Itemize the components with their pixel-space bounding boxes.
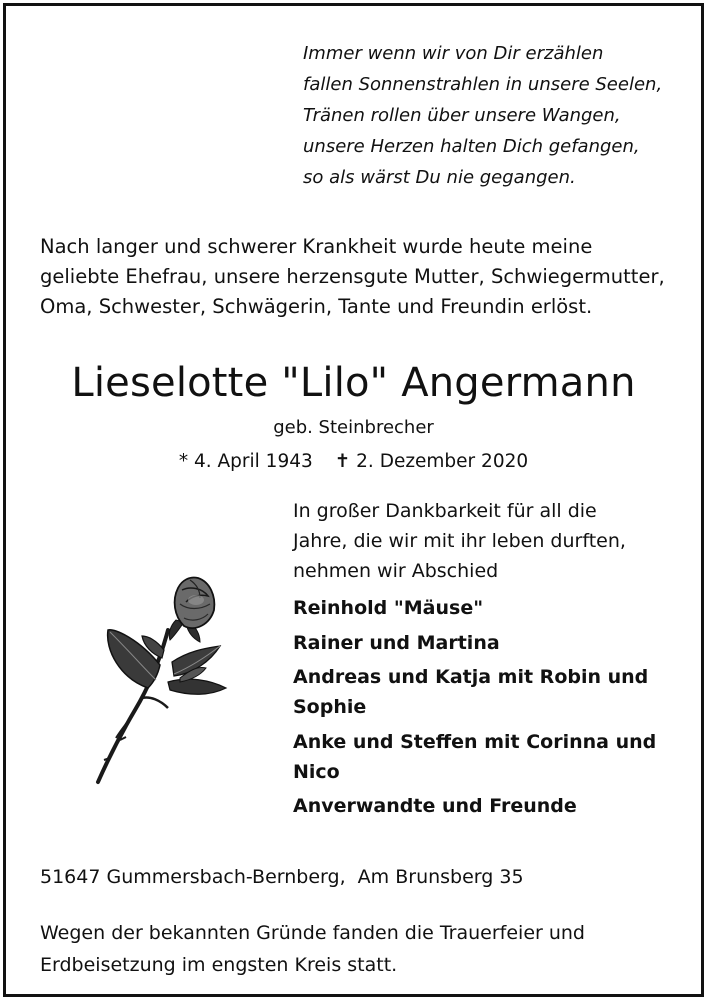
poem-line: Immer wenn wir von Dir erzählen [303,43,604,64]
rose-icon [50,570,290,795]
mourner-line: Reinhold "Mäuse" [293,597,484,619]
thanks-text [293,496,626,586]
mourner-line: Sophie [293,696,367,718]
mourner-entry [293,593,656,623]
thanks-line: Jahre, die wir mit ihr leben durften, [293,530,626,552]
mourner-entry [293,628,656,658]
notice-line: Erdbeisetzung im engsten Kreis statt. [40,954,398,976]
mourners-list [293,593,656,826]
mourner-line: Nico [293,760,340,783]
poem [303,38,662,193]
thanks-line: In großer Dankbarkeit für all die [293,500,597,522]
poem-line: so als wärst Du nie gegangen. [303,167,576,188]
thanks-line: nehmen wir Abschied [293,560,499,582]
intro-text [40,232,665,322]
deceased-name: Lieselotte "Lilo" Angermann [71,360,636,406]
birth-name: geb. Steinbrecher [273,417,434,438]
poem-line: unsere Herzen halten Dich gefangen, [303,136,640,157]
birth-date: * 4. April 1943 [178,451,313,472]
mourner-entry [293,791,656,821]
life-dates [0,448,707,476]
address: 51647 Gummersbach-Bernberg, Am Brunsberg 35 [40,866,524,888]
mourner-line: Anverwandte und Freunde [293,795,577,817]
notice-line: Wegen der bekannten Gründe fanden die Trauerfeier und [40,922,585,944]
death-date: ✝ 2. Dezember 2020 [334,451,529,472]
mourner-line: Anke und Steffen mit Corinna und [293,730,657,753]
intro-line: Oma, Schwester, Schwägerin, Tante und Freundin erlöst. [40,295,593,318]
mourner-line: Andreas und Katja mit Robin und [293,666,649,688]
intro-line: geliebte Ehefrau, unsere herzensgute Mutter, Schwiegermutter, [40,265,665,288]
poem-line: fallen Sonnenstrahlen in unsere Seelen, [303,74,663,95]
mourner-entry [293,727,656,787]
intro-line: Nach langer und schwerer Krankheit wurde heute meine [40,235,593,258]
mourner-entry [293,662,656,722]
mourner-line: Rainer und Martina [293,631,500,654]
poem-line: Tränen rollen über unsere Wangen, [303,105,621,126]
ceremony-notice [40,917,585,981]
